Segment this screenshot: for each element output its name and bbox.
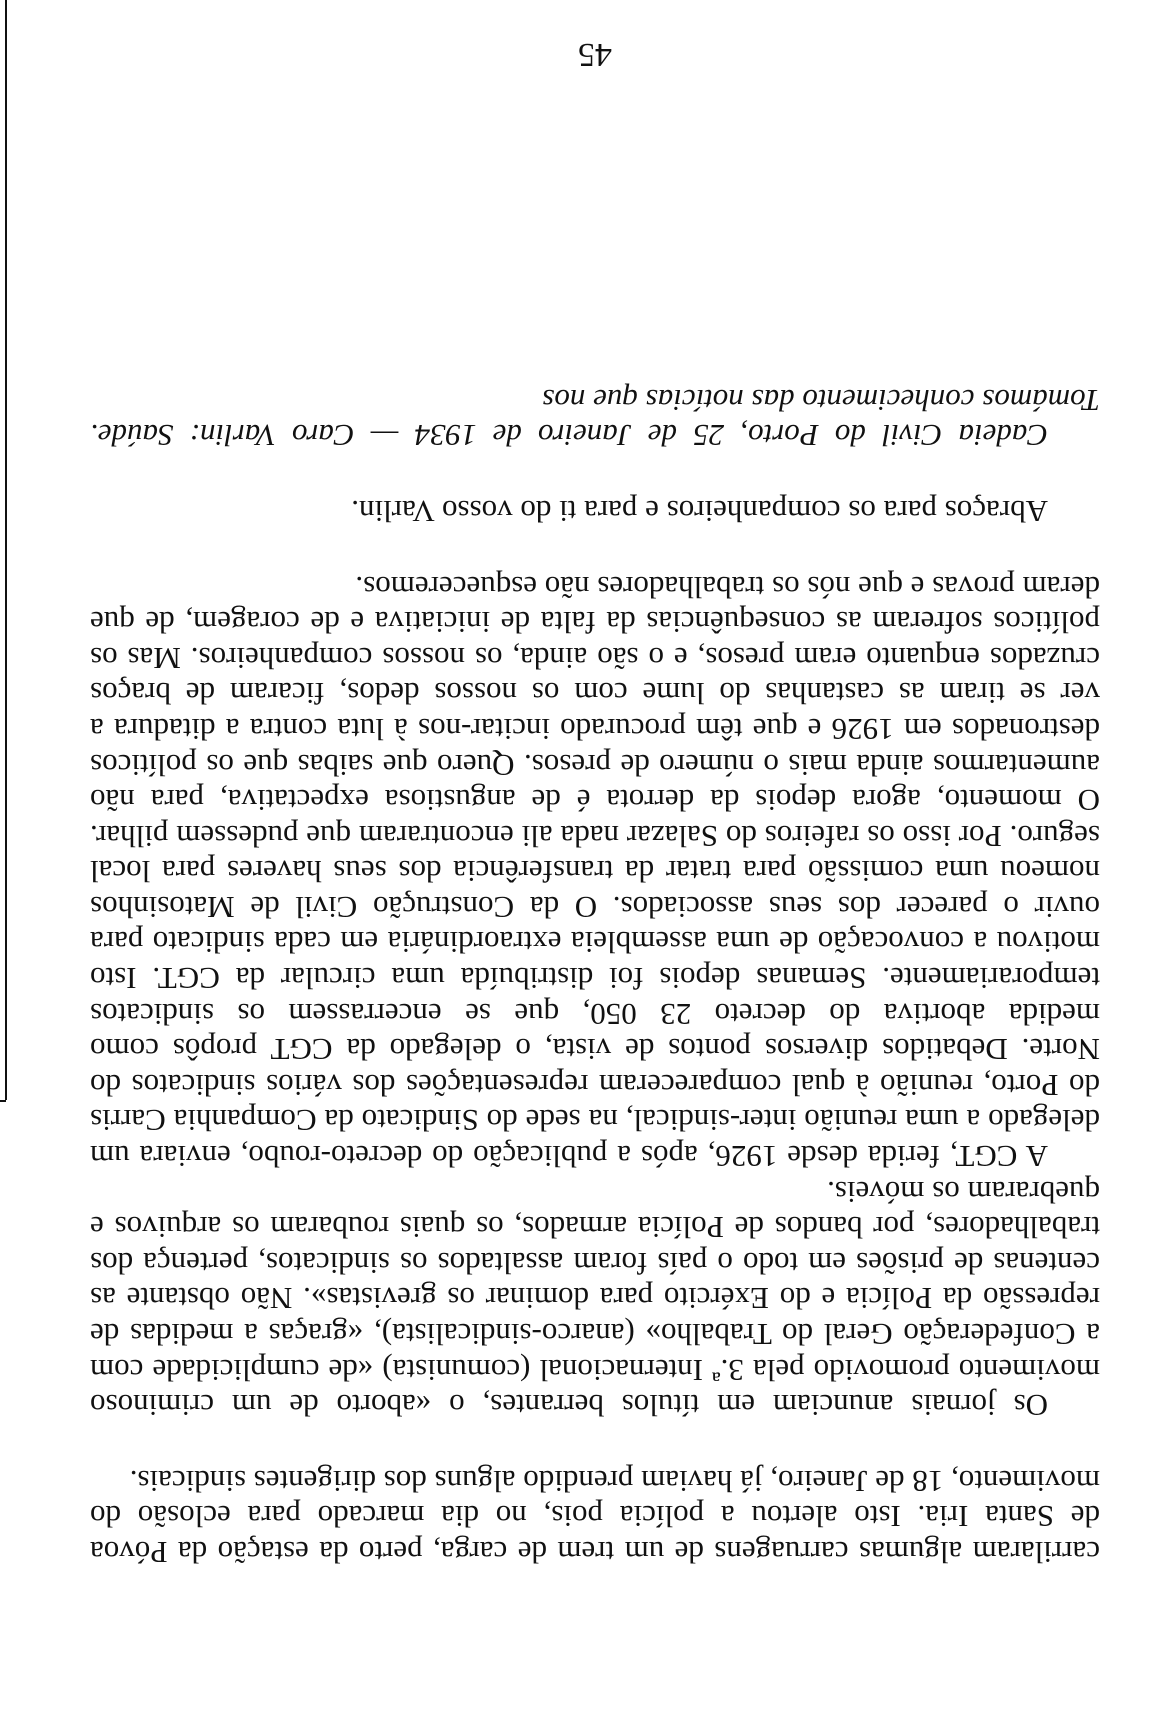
paragraph-newspapers: Os jornais anunciam em títulos berrantes, o «aborto de um criminoso movimento promovido pela 3.ª Internacional (comunista) «de cumplicidade com a Confederação Geral do Trabalho» (anarco-sindicalista), «graças a medidas de repressão da Polícia e do Exército para dominar os grevistas». Não obstante as centenas de prisões em todo o país foram assaltados os sindicatos, pertença dos trabalhadores, por bandos de Polícia armados, os quais roubaram os arquivos e quebraram os móveis. [90, 1174, 1100, 1424]
page-number: 45 [578, 36, 612, 73]
letter-dateline: Cadeia Civil do Porto, 25 de Janeiro de 1934 — Caro Varlin: Saúde. Tomámos conhecimento das notícias que nos [90, 382, 1100, 454]
paragraph-train-derailment: carrilaram algumas carruagens de um trem de carga, perto da estação da Póvoa de Santa Iria. Isto alertou a polícia pois, no dia marcado para eclosão do movimento, 18 de Janeiro, já haviam prendido alguns dos dirigentes sindicais. [90, 1463, 1100, 1570]
paragraph-cgt: A CGT, ferida desde 1926, após a publicação do decreto-roubo, enviara um delegado a uma reunião inter-sindical, na sede do Sindicato da Companhia Carris do Porto, reunião à qual compareceram representações dos vários sindicatos do Norte. Debatidos diversos pontos de vista, o delegado da CGT propôs como medida abortiva do decreto 23 050, que se encerrassem os sindicatos temporariamente. Semanas depois foi distribuída uma circular da CGT. Isto motivou a convocação de uma assembleia extraordinária em cada sindicato para ouvir o parecer dos seus associados. O da Construção Civil de Matosinhos nomeou uma comissão para tratar da transferência dos seus haveres para local seguro. Por isso os rafeiros do Salazar nada ali encontraram que pudessem pilhar. O momento, agora depois da derrota é de angustiosa expectativa, para não aumentarmos ainda mais o número de presos. Quero que saibas que os políticos destronados em 1926 e que têm procurado incitar-nos à luta contra a ditadura a ver se tiram as castanhas do lume com os nossos dedos, ficaram de braços cruzados enquanto eram presos, e o são ainda, os nossos companheiros. Mas os políticos sofreram as consequências da falta de iniciativa e de coragem, de que deram provas e que nós os trabalhadores não esqueceremos. [90, 569, 1100, 1175]
paragraph-letter-opening [90, 382, 1100, 453]
scan-edge-tick [0, 1100, 6, 1102]
paragraph-closing-greeting: Abraços para os companheiros e para ti do vosso Varlin. [351, 493, 1048, 529]
scan-edge-line [5, 0, 7, 1100]
upside-down-page-content [60, 30, 1130, 1670]
text-column [90, 382, 1100, 1570]
